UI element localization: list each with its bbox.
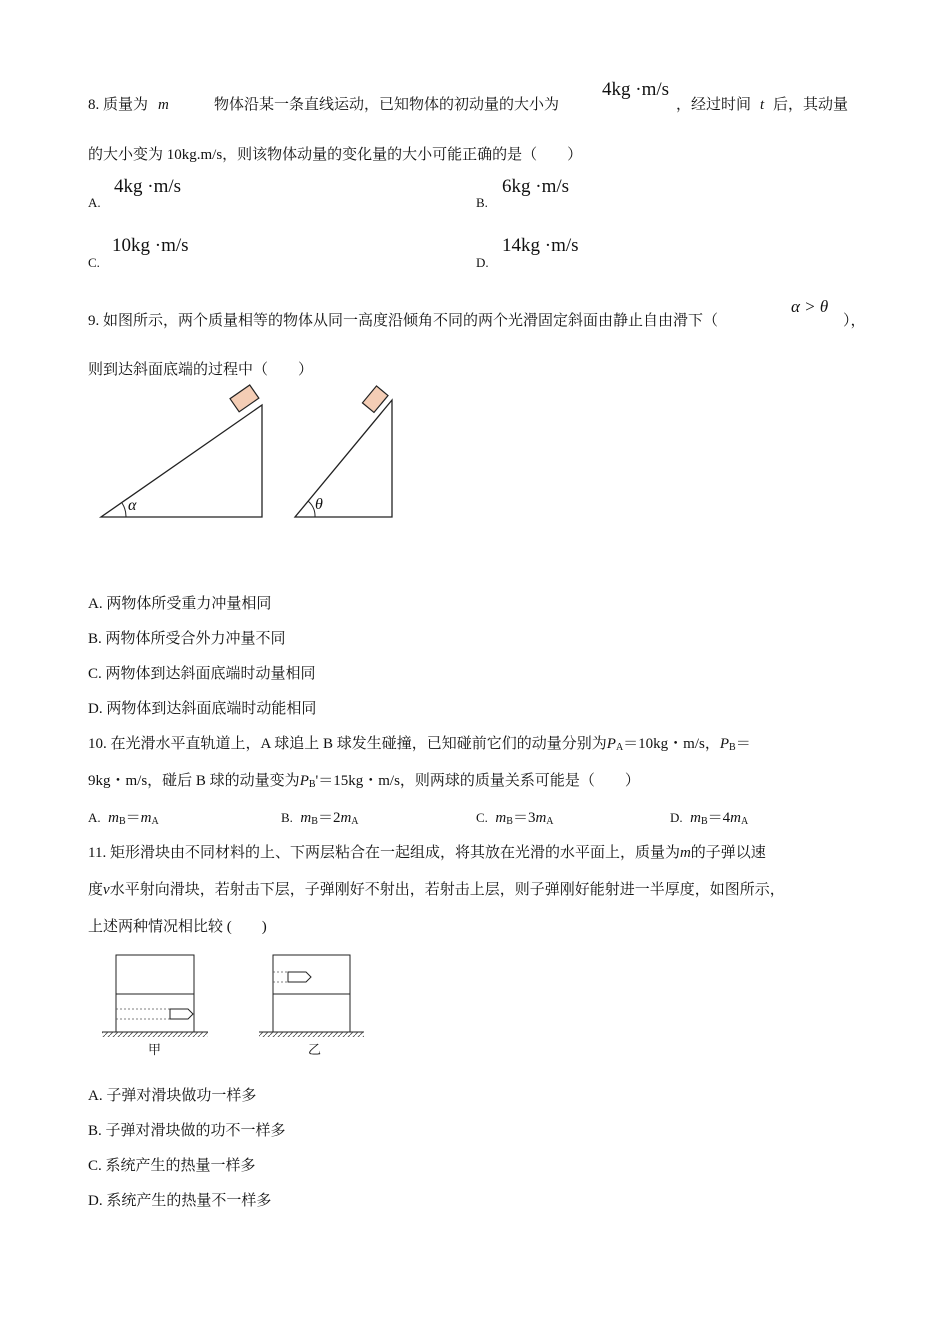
q8-initial-momentum: 4kg ·m/s [602, 79, 670, 100]
q8-option-a-letter: A. [88, 195, 101, 210]
q8-line2: 的大小变为 10kg.m/s，则该物体动量的变化量的大小可能正确的是（ ） [88, 147, 583, 163]
q8-option-c-letter: C. [88, 255, 100, 270]
q8-time-symbol: t [760, 97, 765, 113]
q10-option-c: C. $m_B=3m_A$ [476, 810, 554, 827]
q9-option-d: D. 两物体到达斜面底端时动能相同 [88, 701, 317, 717]
q9-line1: 9. 如图所示，两个质量相等的物体从同一高度沿倾角不同的两个光滑固定斜面由静止自由滑下（ [88, 313, 719, 329]
q10-line2: 9kg・m/s，碰后 B 球的动量变为$P_B'=15kg$・m/s，则两球的质量关系可能是（ ） [88, 773, 640, 790]
angle-alpha-label: α [128, 497, 137, 514]
q11-option-c: C. 系统产生的热量一样多 [88, 1158, 256, 1174]
bullet-yi [288, 972, 311, 982]
block-jia [102, 955, 208, 1037]
q8-text-c: 后，其动量 [773, 97, 849, 113]
q8-option-b-value: 6kg ·m/s [502, 176, 570, 197]
q9-line2: 则到达斜面底端的过程中（ ） [88, 362, 314, 378]
q8-number: 8. 质量为 [88, 97, 149, 113]
figure-label-yi: 乙 [308, 1042, 322, 1057]
q9-option-c: C. 两物体到达斜面底端时动量相同 [88, 666, 316, 682]
q11-option-b: B. 子弹对滑块做的功不一样多 [88, 1123, 286, 1139]
q9-option-b: B. 两物体所受合外力冲量不同 [88, 631, 286, 647]
block-yi [259, 955, 364, 1037]
q10-option-b: B. $m_B=2m_A$ [281, 810, 359, 827]
q10-option-d: D. $m_B=4m_A$ [670, 810, 749, 827]
q8-text-b: ，经过时间 [676, 97, 752, 113]
q11-line3: 上述两种情况相比较 ( ) [88, 919, 267, 935]
q8-option-c-value: 10kg ·m/s [112, 235, 189, 256]
angle-theta-label: θ [315, 496, 323, 513]
q8-option-d-letter: D. [476, 255, 489, 270]
q9-condition: α > θ [791, 297, 829, 316]
q8-text-a: 物体沿某一条直线运动，已知物体的初动量的大小为 [214, 97, 560, 113]
q8-option-a-value: 4kg ·m/s [114, 176, 182, 197]
q10-line1: 10. 在光滑水平直轨道上，A 球追上 B 球发生碰撞，已知碰前它们的动量分别为$P_A=10kg$・m/s，$P_B=$ [88, 736, 751, 753]
figure-label-jia: 甲 [148, 1042, 162, 1057]
q11-line2: 度v水平射向滑块，若射击下层，子弹刚好不射出，若射击上层，则子弹刚好能射进一半厚度，如图所示， [88, 882, 785, 898]
q11-option-d: D. 系统产生的热量不一样多 [88, 1193, 272, 1209]
q8-mass-symbol: m [158, 97, 169, 113]
q10-option-a: A. $m_B=m_A$ [88, 810, 159, 827]
q11-option-a: A. 子弹对滑块做功一样多 [88, 1088, 257, 1104]
bullet-jia [170, 1009, 193, 1019]
q8-option-b-letter: B. [476, 195, 488, 210]
q8-option-d-value: 14kg ·m/s [502, 235, 579, 256]
q11-line1: 11. 矩形滑块由不同材料的上、下两层粘合在一起组成，将其放在光滑的水平面上，质量为m的子弹以速 [88, 845, 766, 861]
q9-option-a: A. 两物体所受重力冲量相同 [88, 596, 272, 612]
q9-close: ）， [843, 313, 866, 329]
